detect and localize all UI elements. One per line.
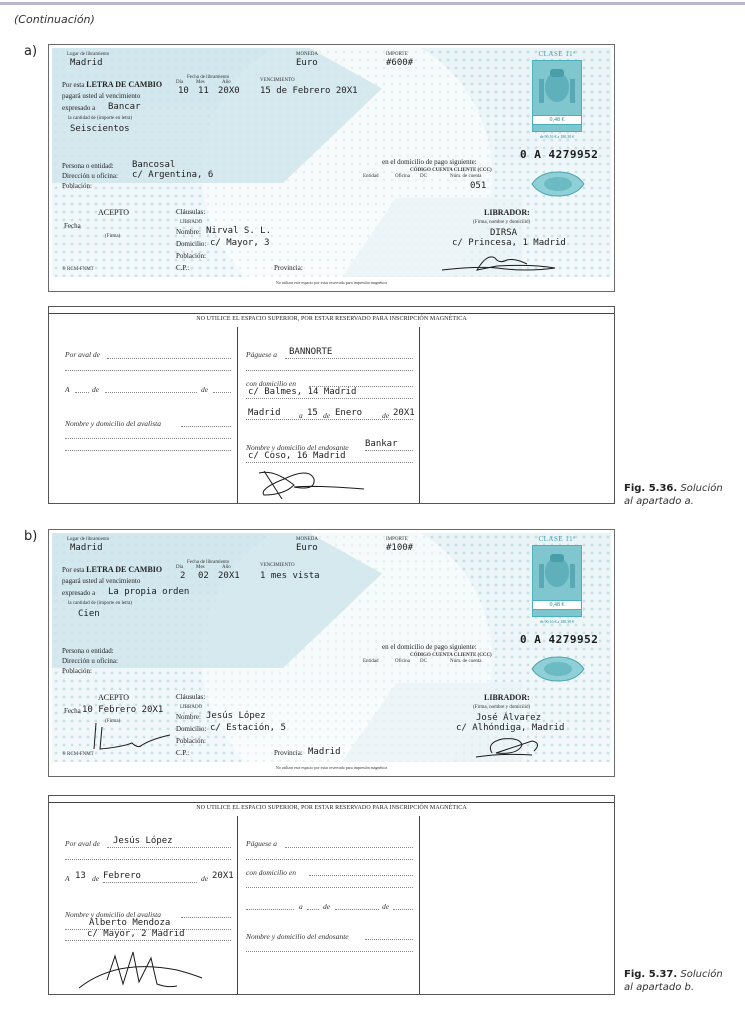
security-seal-icon: [530, 655, 586, 683]
con-domicilio-value: c/ Balmes, 14 Madrid: [248, 387, 357, 397]
librado-label: LIBRADO: [180, 705, 203, 710]
por-esta-text: Por esta: [62, 566, 85, 574]
reverso-header: NO UTILICE EL ESPACIO SUPERIOR, POR ESTAR RESERVADO PARA INSCRIPCIÓN MAGNÉTICA: [196, 805, 467, 811]
de-label: de: [92, 874, 100, 883]
field-line: [65, 438, 231, 439]
letra-heading: [62, 565, 162, 574]
field-line: [65, 940, 231, 941]
field-line: [246, 859, 413, 860]
figure-number: Fig. 5.36.: [624, 483, 678, 494]
acepto-signature-icon: [82, 721, 172, 755]
endosante-label: Nombre y domicilio del endosante: [246, 932, 349, 941]
entidad-label: Entidad: [363, 174, 379, 179]
expresado-value: Bancar: [108, 102, 141, 112]
lugar-value: Madrid: [70, 58, 103, 68]
acepto-label: ACEPTO: [98, 208, 129, 217]
stamp-clase: CLASE 11ª: [538, 535, 576, 543]
field-line: [246, 909, 294, 910]
con-domicilio-label: con domicilio en: [246, 379, 296, 388]
librador-label: LIBRADOR:: [484, 693, 530, 702]
dia-label: Día: [176, 565, 184, 570]
con-domicilio-label: con domicilio en: [246, 868, 296, 877]
nombre-value: Nirval S. L.: [206, 226, 272, 236]
de-label: de: [323, 902, 331, 911]
letra-de-cambio-a: [48, 44, 615, 292]
domicilio-value: c/ Mayor, 3: [210, 238, 270, 248]
moneda-value: Euro: [296, 543, 318, 553]
divider: [49, 313, 614, 314]
poblacion-label: Población:: [62, 182, 92, 190]
cantidad-value: Seiscientos: [70, 124, 130, 134]
section-label-a: a): [24, 44, 38, 59]
clausulas-label: Cláusulas:: [176, 208, 206, 216]
field-line: [65, 370, 231, 371]
figure-caption: al apartado a.: [624, 496, 694, 507]
pagara-text: pagará usted al vencimiento: [62, 577, 141, 585]
importe-value: #100#: [386, 543, 414, 553]
a-label: a: [299, 411, 303, 420]
num-cuenta-label: Núm. de cuenta: [450, 659, 482, 664]
dia-value: 15: [307, 408, 318, 418]
oficina-label: Oficina: [395, 174, 410, 179]
librador-nombre: DIRSA: [490, 228, 518, 238]
mes-value: Enero: [335, 408, 363, 418]
endosante-signature-icon: [254, 465, 374, 501]
field-line: [107, 358, 231, 359]
endosante-domicilio: c/ Coso, 16 Madrid: [248, 451, 346, 461]
reverso-a: [48, 306, 615, 504]
librador-signature-icon: [437, 248, 557, 276]
de-label: de: [382, 902, 390, 911]
provincia-label: Provincia:: [274, 264, 303, 272]
domicilio-pago-label: en el domicilio de pago siguiente:: [382, 643, 477, 651]
field-line: [307, 909, 319, 910]
cp-label: C.P.:: [176, 264, 190, 272]
expresado-value: La propia orden: [108, 587, 190, 597]
field-line: [246, 419, 413, 420]
serial-number: 0 A 4279952: [520, 148, 599, 161]
persona-label: Persona o entidad:: [62, 647, 114, 655]
direccion-label: Dirección u oficina:: [62, 172, 118, 180]
por-aval-value: Jesús López: [113, 836, 173, 846]
a-anio-value: 20X1: [212, 871, 234, 881]
letra-title: LETRA DE CAMBIO: [86, 565, 163, 574]
domicilio-value: c/ Estación, 5: [210, 723, 286, 733]
letra-body: [52, 48, 611, 277]
endosante-label: Nombre y domicilio del endosante: [246, 443, 349, 452]
librado-label: LIBRADO: [180, 220, 203, 225]
field-line: [393, 909, 413, 910]
ccc-label: CÓDIGO CUENTA CLIENTE (CCC): [410, 168, 492, 173]
divider: [237, 816, 238, 994]
importe-label: IMPORTE: [386, 537, 408, 542]
mes-value: 11: [198, 86, 209, 96]
expresado-label: expresado a: [62, 104, 96, 112]
continuation-label: (Continuación): [14, 13, 95, 26]
de-label: de: [382, 411, 390, 420]
a-label: A: [65, 874, 70, 883]
pagara-text: pagará usted al vencimiento: [62, 92, 141, 100]
domicilio-pago-label: en el domicilio de pago siguiente:: [382, 158, 477, 166]
a-dia-value: 13: [75, 871, 86, 881]
figure-caption: al apartado b.: [624, 982, 695, 993]
librador-nombre: José Álvarez: [476, 713, 542, 723]
security-seal-icon: [530, 170, 586, 198]
lugar-value: Madrid: [248, 408, 281, 418]
printer-mark: ® RCM-FNMT: [62, 752, 94, 757]
cantidad-value: Cien: [78, 609, 100, 619]
de-label: de: [92, 385, 100, 394]
serial-number: 0 A 4279952: [520, 633, 599, 646]
dc-label: DC: [420, 174, 427, 179]
field-line: [105, 392, 197, 393]
expresado-label: expresado a: [62, 589, 96, 597]
dia-value: 10: [178, 86, 189, 96]
letra-title: LETRA DE CAMBIO: [86, 80, 163, 89]
field-line: [285, 358, 413, 359]
field-line: [335, 909, 379, 910]
figure-number: Fig. 5.37.: [624, 969, 678, 980]
librador-sub: (Firma, nombre y domicilio): [473, 705, 531, 710]
fecha-libramiento-label: Fecha de libramiento: [187, 75, 230, 80]
vencimiento-value: 15 de Febrero 20X1: [260, 86, 358, 96]
field-line: [365, 450, 413, 451]
fecha-libramiento-label: Fecha de libramiento: [187, 560, 230, 565]
field-line: [181, 426, 231, 427]
firma-label: (Firma): [105, 719, 121, 724]
de-label: de: [201, 385, 209, 394]
fiscal-stamp: [526, 535, 588, 633]
field-line: [246, 462, 413, 463]
por-esta-text: Por esta: [62, 81, 85, 89]
cp-label: C.P.:: [176, 749, 190, 757]
provincia-label: Provincia:: [274, 749, 303, 757]
field-line: [65, 450, 231, 451]
stamp-price: 0,48 €: [532, 600, 582, 610]
printer-mark: ® RCM-FNMT: [62, 267, 94, 272]
dia-label: Día: [176, 80, 184, 85]
figure-caption-a: [624, 482, 723, 508]
clausulas-label: Cláusulas:: [176, 693, 206, 701]
persona-label: Persona o entidad:: [62, 162, 114, 170]
mes-value: 02: [198, 571, 209, 581]
domicilio-label: Domicilio:: [176, 725, 207, 733]
poblacion-label: Población:: [62, 667, 92, 675]
persona-value: Bancosal: [132, 160, 176, 170]
librado-poblacion-label: Población:: [176, 737, 206, 745]
nombre-label: Nombre:: [176, 713, 201, 721]
letra-body: [52, 533, 611, 762]
field-line: [309, 875, 413, 876]
num-cuenta-label: Núm. de cuenta: [450, 174, 482, 179]
vencimiento-value: 1 mes vista: [260, 571, 320, 581]
dc-label: DC: [420, 659, 427, 664]
divider: [49, 802, 614, 803]
endosante-nombre: Bankar: [365, 439, 398, 449]
librador-sub: (Firma, nombre y domicilio): [473, 220, 531, 225]
avalista-label: Nombre y domicilio del avalista: [65, 910, 161, 919]
importe-label: IMPORTE: [386, 52, 408, 57]
divider: [419, 327, 420, 503]
nombre-label: Nombre:: [176, 228, 201, 236]
reverso-header: NO UTILICE EL ESPACIO SUPERIOR, POR ESTAR RESERVADO PARA INSCRIPCIÓN MAGNÉTICA: [196, 316, 467, 322]
librador-signature-icon: [472, 733, 552, 761]
moneda-label: MONEDA: [296, 537, 318, 542]
librador-domicilio: c/ Alhóndiga, Madrid: [456, 723, 565, 733]
fecha-value: 10 Febrero 20X1: [82, 705, 164, 715]
figure-caption-b: [624, 968, 723, 994]
magnetic-notice: No utilizar este espacio por estar reservado para impresión magnética: [275, 280, 388, 285]
nombre-value: Jesús López: [206, 711, 266, 721]
provincia-value: Madrid: [308, 747, 341, 757]
a-label: A: [65, 385, 70, 394]
mes-label: Mes: [196, 565, 205, 570]
figure-caption: Solución: [680, 969, 723, 980]
moneda-value: Euro: [296, 58, 318, 68]
field-line: [246, 370, 413, 371]
lugar-label: Lugar de libramiento: [67, 537, 110, 542]
paguese-label: Páguese a: [246, 350, 278, 359]
stamp-range: de 90,16 € a 180,30 €: [539, 619, 575, 624]
anio-label: Año: [222, 565, 231, 570]
magnetic-notice: No utilizar este espacio por estar reservado para impresión magnética: [275, 765, 388, 770]
acepto-label: ACEPTO: [98, 693, 129, 702]
anio-value: 20X1: [218, 571, 240, 581]
field-line: [181, 917, 231, 918]
ccc-value: 051: [470, 181, 487, 191]
anio-value: 20X0: [218, 86, 240, 96]
fiscal-stamp: [526, 50, 588, 148]
stamp-price: 0,48 €: [532, 115, 582, 125]
anio-value: 20X1: [393, 408, 415, 418]
avalista-nombre: Alberto Mendoza: [89, 918, 171, 928]
por-aval-label: Por aval de: [65, 350, 100, 359]
oficina-label: Oficina: [395, 659, 410, 664]
librador-domicilio: c/ Princesa, 1 Madrid: [452, 238, 566, 248]
stamp-range: de 90,16 € a 180,30 €: [539, 134, 575, 139]
figure-caption: Solución: [680, 483, 723, 494]
divider: [419, 816, 420, 994]
ccc-label: CÓDIGO CUENTA CLIENTE (CCC): [410, 653, 492, 658]
lugar-value: Madrid: [70, 543, 103, 553]
avalista-domicilio: c/ Mayor, 2 Madrid: [87, 929, 185, 939]
field-line: [103, 882, 197, 883]
importe-value: #600#: [386, 58, 414, 68]
de-label: de: [201, 874, 209, 883]
moneda-label: MONEDA: [296, 52, 318, 57]
lugar-label: Lugar de libramiento: [67, 52, 110, 57]
a-label: a: [299, 902, 303, 911]
field-line: [285, 847, 413, 848]
mes-label: Mes: [196, 80, 205, 85]
vencimiento-label: VENCIMIENTO: [260, 563, 295, 568]
reverso-b: [48, 795, 615, 995]
domicilio-label: Domicilio:: [176, 240, 207, 248]
paguese-value: BANNORTE: [289, 347, 333, 357]
cantidad-label: la cantidad de (importe en letra): [68, 601, 132, 606]
direccion-label: Dirección u oficina:: [62, 657, 118, 665]
paguese-label: Páguese a: [246, 839, 278, 848]
letra-heading: [62, 80, 162, 89]
direccion-value: c/ Argentina, 6: [132, 170, 214, 180]
de-label: de: [323, 411, 331, 420]
field-line: [65, 859, 231, 860]
field-line: [246, 951, 413, 952]
dia-value: 2: [180, 571, 186, 581]
avalista-label: Nombre y domicilio del avalista: [65, 419, 161, 428]
stamp-clase: CLASE 11ª: [538, 50, 576, 58]
avalista-signature-icon: [77, 948, 207, 992]
letra-de-cambio-b: [48, 529, 615, 777]
page-top-rule: [0, 2, 745, 5]
a-mes-value: Febrero: [103, 871, 141, 881]
librado-poblacion-label: Población:: [176, 252, 206, 260]
entidad-label: Entidad: [363, 659, 379, 664]
field-line: [246, 887, 413, 888]
field-line: [365, 939, 413, 940]
field-line: [213, 392, 231, 393]
vencimiento-label: VENCIMIENTO: [260, 78, 295, 83]
fecha-label: Fecha: [64, 222, 81, 230]
divider: [237, 327, 238, 503]
cantidad-label: la cantidad de (importe en letra): [68, 116, 132, 121]
anio-label: Año: [222, 80, 231, 85]
firma-label: (Firma): [105, 234, 121, 239]
field-line: [107, 847, 231, 848]
fecha-label: Fecha: [64, 707, 81, 715]
librador-label: LIBRADOR:: [484, 208, 530, 217]
field-line: [246, 398, 413, 399]
por-aval-label: Por aval de: [65, 839, 100, 848]
section-label-b: b): [24, 529, 38, 544]
field-line: [75, 392, 89, 393]
